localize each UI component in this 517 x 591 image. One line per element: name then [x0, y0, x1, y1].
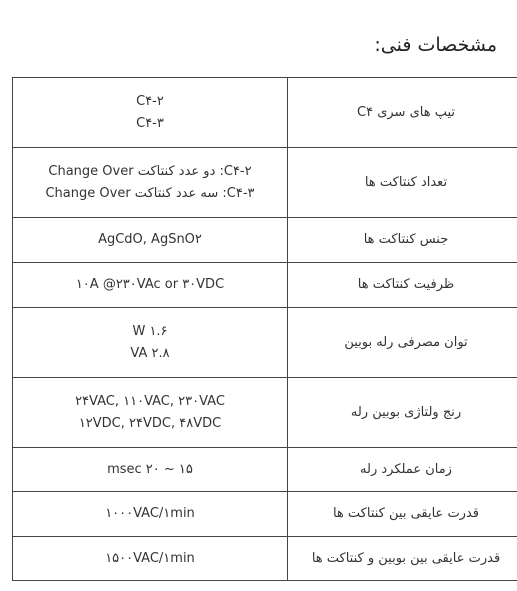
spec-value-line: ۲۴VAC, ۱۱۰VAC, ۲۳۰VAC [75, 393, 225, 409]
spec-value-line: C۴-۲: دو عدد کنتاکت Change Over [48, 163, 252, 179]
table-row [13, 448, 517, 492]
spec-label: تعداد کنتاکت ها [288, 148, 517, 218]
table-row [13, 308, 517, 378]
spec-label: توان مصرفی رله بوبین [288, 308, 517, 378]
spec-value-line: ۱۰A @۲۳۰VAc or ۳۰VDC [75, 277, 225, 292]
spec-value-line: ۱۰۰۰VAC/۱min [105, 506, 195, 521]
table-row [13, 378, 517, 448]
spec-value-line: C۴-۳: سه عدد کنتاکت Change Over [45, 185, 255, 201]
spec-label: زمان عملکرد رله [288, 448, 517, 492]
spec-value [13, 263, 288, 308]
table-row [13, 537, 517, 581]
spec-value-line: ۱۵۰۰VAC/۱min [105, 550, 195, 566]
spec-value-line: W ۱.۶ [132, 323, 168, 339]
table-row [13, 148, 517, 218]
spec-value [13, 448, 288, 492]
spec-label: قدرت عایقی بین کنتاکت ها [288, 492, 517, 537]
spec-value [13, 378, 288, 448]
spec-label: رنج ولتاژی بوبین رله [288, 378, 517, 448]
spec-value-line: ۱۲VDC, ۲۴VDC, ۴۸VDC [78, 415, 222, 431]
spec-label: ظرفیت کنتاکت ها [288, 263, 517, 308]
spec-value-line: msec ۲۰ ~ ۱۵ [107, 461, 193, 477]
spec-label: تیپ های سری C۴ [288, 78, 517, 148]
page-title: مشخصات فنی: [374, 34, 497, 56]
table-row [13, 218, 517, 263]
spec-value [13, 308, 288, 378]
spec-value [13, 218, 288, 263]
spec-label: جنس کنتاکت ها [288, 218, 517, 263]
spec-value-line: VA ۲.۸ [130, 345, 170, 361]
spec-value-line: AgCdO, AgSnO۲ [98, 232, 202, 247]
spec-value [13, 492, 288, 537]
spec-value-line: C۴-۳ [136, 115, 164, 131]
spec-value [13, 537, 288, 581]
table-row [13, 78, 517, 148]
table-row [13, 492, 517, 537]
spec-table [12, 77, 517, 581]
spec-label: قدرت عایقی بین بوبین و کنتاکت ها [288, 537, 517, 581]
spec-value-line: C۴-۲ [136, 93, 164, 109]
spec-value [13, 148, 288, 218]
spec-value [13, 78, 288, 148]
table-row [13, 263, 517, 308]
